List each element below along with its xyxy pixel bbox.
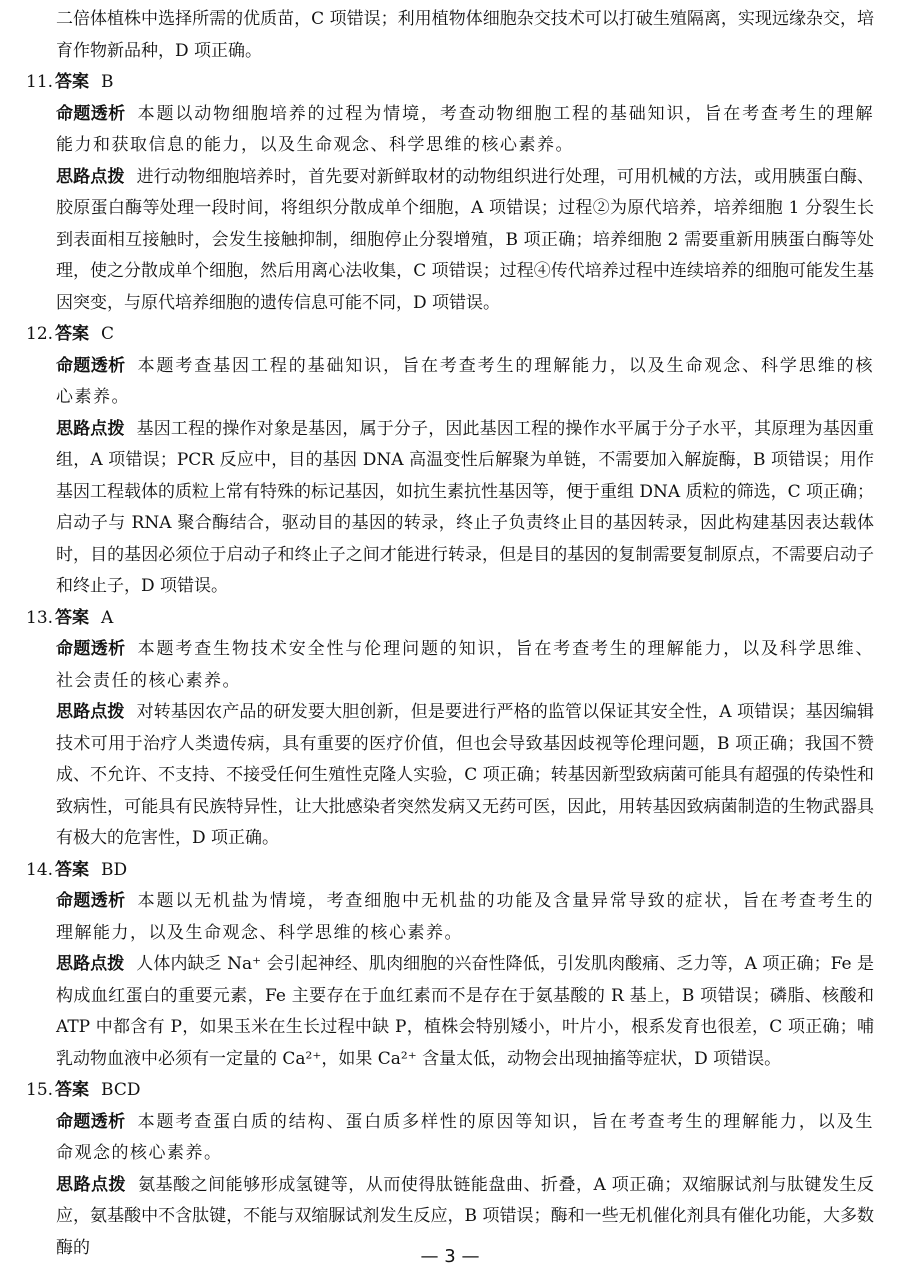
analysis-paragraph bbox=[26, 99, 874, 162]
question-number: 15. bbox=[26, 1080, 54, 1100]
question-14 bbox=[26, 855, 874, 1076]
analysis-paragraph bbox=[26, 886, 874, 949]
hint-label: 思路点拨 bbox=[56, 1174, 127, 1195]
analysis-text: 本题考查生物技术安全性与伦理问题的知识，旨在考查考生的理解能力，以及科学思维、社会责任的核心素养。 bbox=[56, 639, 875, 691]
answer-label: 答案 bbox=[55, 607, 90, 628]
question-11 bbox=[26, 67, 874, 319]
answer-label: 答案 bbox=[55, 324, 90, 344]
answer-line bbox=[26, 603, 874, 635]
answer-label: 答案 bbox=[55, 1080, 90, 1100]
analysis-paragraph bbox=[26, 634, 874, 697]
answer-line bbox=[26, 1075, 874, 1107]
answer-value: BCD bbox=[101, 1080, 141, 1100]
hint-label: 思路点拨 bbox=[56, 166, 125, 187]
question-15 bbox=[26, 1075, 874, 1264]
intro-paragraph: 二倍体植株中选择所需的优质苗，C 项错误；利用植物体细胞杂交技术可以打破生殖隔离，实现远缘杂交，培育作物新品种，D 项正确。 bbox=[56, 9, 874, 61]
answer-line bbox=[26, 855, 874, 887]
question-number: 11. bbox=[26, 72, 54, 92]
analysis-text: 本题以无机盐为情境，考查细胞中无机盐的功能及含量异常导致的症状，旨在考查考生的理解能力，以及生命观念、科学思维的核心素养。 bbox=[56, 891, 875, 943]
question-12 bbox=[26, 319, 874, 603]
hint-text: 对转基因农产品的研发要大胆创新，但是要进行严格的监管以保证其安全性，A 项错误；基因编辑技术可用于治疗人类遗传病，具有重要的医疗价值，但也会导致基因歧视等伦理问题，B 项正确；我国不赞成、不允许、不支持、不接受任何生殖性克隆人实验，C 项正确；转基因新型致病菌可能具有超强的传染性和致病性，可能具有民族特异性，让大批感染者突然发病又无药可医，因此，用转基因致病菌制造的生物武器具有极大的危害性，D 项正确。 bbox=[56, 702, 875, 848]
hint-label: 思路点拨 bbox=[56, 418, 125, 439]
analysis-label: 命题透析 bbox=[56, 103, 126, 124]
analysis-label: 命题透析 bbox=[56, 639, 126, 659]
hint-label: 思路点拨 bbox=[56, 702, 125, 722]
question-number: 13. bbox=[26, 607, 54, 628]
answer-label: 答案 bbox=[55, 72, 90, 92]
analysis-label: 命题透析 bbox=[56, 1111, 126, 1132]
answer-value: BD bbox=[101, 859, 128, 880]
question-13 bbox=[26, 603, 874, 855]
hint-paragraph bbox=[26, 414, 874, 603]
page-number: — 3 — bbox=[420, 1246, 480, 1267]
analysis-label: 命题透析 bbox=[56, 891, 126, 911]
hint-paragraph bbox=[26, 949, 874, 1075]
analysis-paragraph bbox=[26, 351, 874, 414]
answer-line bbox=[26, 319, 874, 351]
hint-text: 人体内缺乏 Na⁺ 会引起神经、肌肉细胞的兴奋性降低，引发肌肉酸痛、乏力等，A 项正确；Fe 是构成血红蛋白的重要元素，Fe 主要存在于血红素而不是存在于氨基酸的 R 基上，B 项错误；磷脂、核酸和 ATP 中都含有 P，如果玉米在生长过程中缺 P，植株会特别矮小，叶片小，根系发育也很差，C 项正确；哺乳动物血液中必须有一定量的 Ca²⁺，如果 Ca²⁺ 含量太低，动物会出现抽搐等症状，D 项错误。 bbox=[56, 954, 874, 1069]
question-number: 14. bbox=[26, 859, 54, 880]
analysis-text: 本题以动物细胞培养的过程为情境，考查动物细胞工程的基础知识，旨在考查考生的理解能力和获取信息的能力，以及生命观念、科学思维的核心素养。 bbox=[56, 103, 875, 155]
analysis-text: 本题考查蛋白质的结构、蛋白质多样性的原因等知识，旨在考查考生的理解能力，以及生命观念的核心素养。 bbox=[56, 1111, 875, 1163]
hint-label: 思路点拨 bbox=[56, 954, 125, 974]
hint-text: 氨基酸之间能够形成氢键等，从而使得肽链能盘曲、折叠，A 项正确；双缩脲试剂与肽键发生反应，氨基酸中不含肽键，不能与双缩脲试剂发生反应，B 项错误；酶和一些无机催化剂具有催化功能，大多数酶的 bbox=[56, 1174, 874, 1258]
analysis-paragraph bbox=[26, 1107, 874, 1170]
answer-line bbox=[26, 67, 874, 99]
question-number: 12. bbox=[26, 324, 54, 344]
hint-text: 基因工程的操作对象是基因，属于分子，因此基因工程的操作水平属于分子水平，其原理为基因重组，A 项错误；PCR 反应中，目的基因 DNA 高温变性后解聚为单链，不需要加入解旋酶，B 项错误；用作基因工程载体的质粒上常有特殊的标记基因，如抗生素抗性基因等，便于重组 DNA 质粒的筛选，C 项正确；启动子与 RNA 聚合酶结合，驱动目的基因的转录，终止子负责终止目的基因转录，因此构建基因表达载体时，目的基因必须位于启动子和终止子之间才能进行转录，但是目的基因的复制需要复制原点，不需要启动子和终止子，D 项错误。 bbox=[56, 418, 874, 596]
hint-paragraph bbox=[26, 697, 874, 855]
answer-value: B bbox=[101, 72, 114, 92]
answer-label: 答案 bbox=[55, 859, 90, 880]
hint-text: 进行动物细胞培养时，首先要对新鲜取材的动物组织进行处理，可用机械的方法，或用胰蛋白酶、胶原蛋白酶等处理一段时间，将组织分散成单个细胞，A 项错误；过程②为原代培养，培养细胞 1 分裂生长到表面相互接触时，会发生接触抑制，细胞停止分裂增殖，B 项正确；培养细胞 2 需要重新用胰蛋白酶等处理，使之分散成单个细胞，然后用离心法收集，C 项错误；过程④传代培养过程中连续培养的细胞可能发生基因突变，与原代培养细胞的遗传信息可能不同，D 项错误。 bbox=[56, 166, 874, 313]
answer-value: C bbox=[101, 324, 115, 344]
analysis-label: 命题透析 bbox=[56, 355, 126, 376]
answer-value: A bbox=[101, 607, 114, 628]
analysis-text: 本题考查基因工程的基础知识，旨在考查考生的理解能力，以及生命观念、科学思维的核心素养。 bbox=[56, 355, 875, 407]
hint-paragraph bbox=[26, 162, 874, 320]
